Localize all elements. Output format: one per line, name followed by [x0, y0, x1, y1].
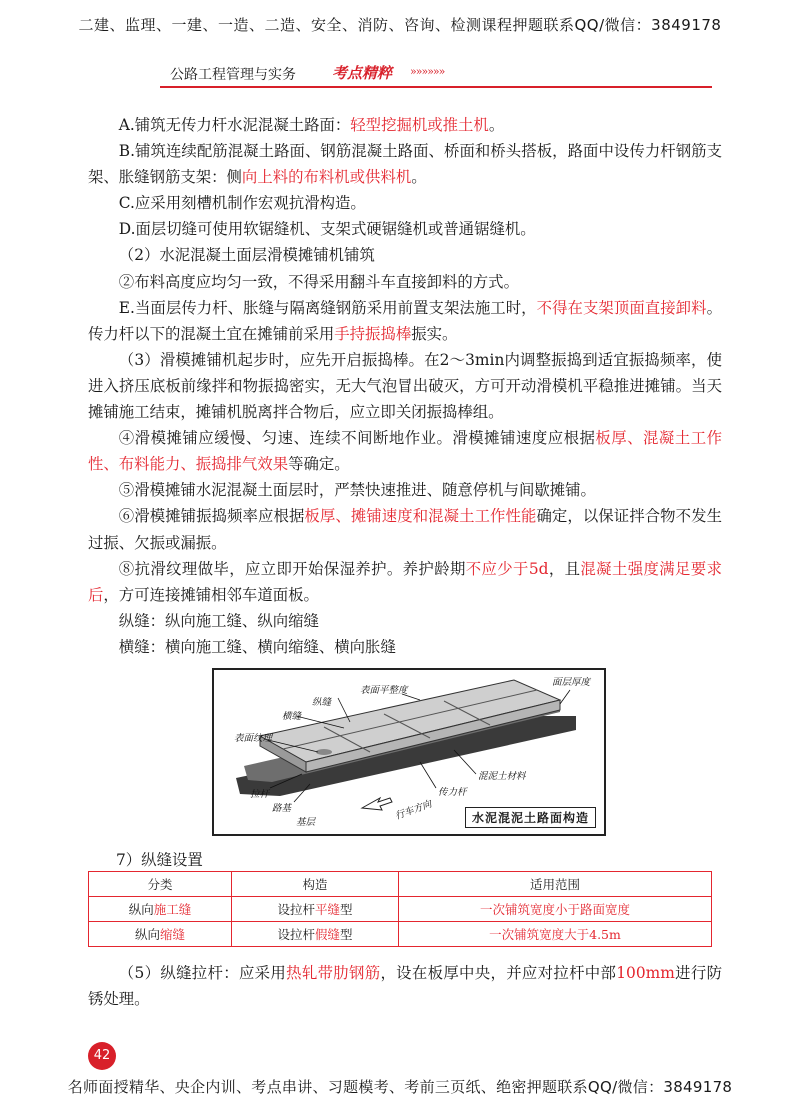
para-c: C.应采用刻槽机制作宏观抗滑构造。	[118, 194, 366, 213]
para-5: ⑤滑模摊铺水泥混凝土面层时，严禁快速推进、随意停机与间歇摊铺。	[118, 481, 596, 500]
label-dowel-bar: 传力杆	[438, 787, 467, 798]
para-e: E.当面层传力杆、胀缝与隔离缝钢筋采用前置支架法施工时，不得在支架顶面直接卸料。传力杆以下的混凝土宜在摊铺前采用手持振捣棒振实。	[88, 298, 722, 343]
table-header: 构造	[232, 872, 399, 897]
table-cell: 设拉杆平缝型	[232, 897, 399, 922]
section-7-heading: 7）纵缝设置	[116, 851, 203, 869]
para-a: A.铺筑无传力杆水泥混凝土路面：轻型挖掘机或推土机。	[118, 116, 505, 134]
section-title: 考点精粹	[332, 64, 393, 82]
table-cell: 一次铺筑宽度大于4.5m	[399, 922, 712, 947]
table-cell: 设拉杆假缝型	[232, 922, 399, 947]
book-title: 公路工程管理与实务	[170, 67, 296, 83]
table-cell: 一次铺筑宽度小于路面宽度	[399, 897, 712, 922]
table-header-row	[89, 872, 712, 897]
para-long-joint: 纵缝：纵向施工缝、纵向缩缝	[118, 611, 319, 630]
label-longitudinal-joint: 纵缝	[312, 697, 332, 708]
table-cell: 纵向缩缝	[89, 922, 232, 947]
label-transverse-joint: 横缝	[282, 711, 302, 722]
pavement-diagram	[212, 668, 606, 836]
para-3: （3）滑模摊铺机起步时，应先开启振捣棒。在2～3min内调整振捣到适宜振捣频率，使进入挤压底板前缘拌和物振捣密实，无大气泡冒出破灭，方可开动滑模机平稳推进摊铺。当天摊铺施工结束，摊铺机脱离拌合物后，应立即关闭振捣棒组。	[88, 350, 722, 422]
label-subgrade: 路基	[272, 803, 292, 814]
table-cell: 纵向施工缝	[89, 897, 232, 922]
para-2a: ②布料高度应均匀一致，不得采用翻斗车直接卸料的方式。	[118, 272, 519, 291]
para-4: ④滑模摊铺应缓慢、匀速、连续不间断地作业。滑模摊铺速度应根据板厚、混凝土工作性、布料能力、振捣排气效果等确定。	[88, 429, 722, 474]
table-row	[89, 897, 712, 922]
bottom-banner: 名师面授精华、央企内训、考点串讲、习题模考、考前三页纸、绝密押题联系QQ/微信：3849178	[67, 1078, 733, 1096]
table-header: 适用范围	[399, 872, 712, 897]
top-banner: 二建、监理、一建、一造、二造、安全、消防、咨询、检测课程押题联系QQ/微信：3849178	[78, 16, 722, 34]
label-tie-bar: 拉杆	[250, 789, 270, 800]
label-surface-texture: 表面纹理	[234, 733, 273, 744]
para-d: D.面层切缝可使用软锯缝机、支架式硬锯缝机或普通锯缝机。	[118, 220, 536, 239]
figure-caption: 水泥混泥土路面构造	[465, 807, 596, 828]
table-row	[89, 922, 712, 947]
joint-table	[88, 871, 712, 947]
label-layer-thickness: 面层厚度	[552, 677, 591, 688]
para-b: B.铺筑连续配筋混凝土路面、钢筋混凝土路面、桥面和桥头搭板，路面中设传力杆钢筋支架、胀缝钢筋支架：侧向上料的布料机或供料机。	[88, 142, 722, 187]
tie-bar-paragraph: （5）纵缝拉杆：应采用热轧带肋钢筋，设在板厚中央，并应对拉杆中部100mm进行防锈处理。	[88, 964, 722, 1008]
para-2: （2）水泥混凝土面层滑模摊铺机铺筑	[118, 246, 375, 265]
main-text	[88, 112, 722, 660]
label-surface-flatness: 表面平整度	[360, 685, 408, 696]
running-header	[160, 64, 712, 86]
para-trans-joint: 横缝：横向施工缝、横向缩缝、横向胀缝	[118, 637, 396, 656]
para-8: ⑧抗滑纹理做毕，应立即开始保湿养护。养护龄期不应少于5d，且混凝土强度满足要求后，方可连接摊铺相邻车道面板。	[88, 559, 722, 604]
table-header: 分类	[89, 872, 232, 897]
page-number: 42	[88, 1042, 116, 1070]
header-rule	[160, 86, 712, 88]
label-base-course: 基层	[296, 817, 316, 828]
para-6: ⑥滑模摊铺振捣频率应根据板厚、摊铺速度和混凝土工作性能确定，以保证拌合物不发生过振、欠振或漏振。	[88, 507, 722, 552]
label-concrete-material: 混泥土材料	[478, 771, 526, 782]
label-traffic-direction: 行车方向	[393, 798, 434, 823]
header-arrows: »»»»»»	[410, 65, 445, 78]
